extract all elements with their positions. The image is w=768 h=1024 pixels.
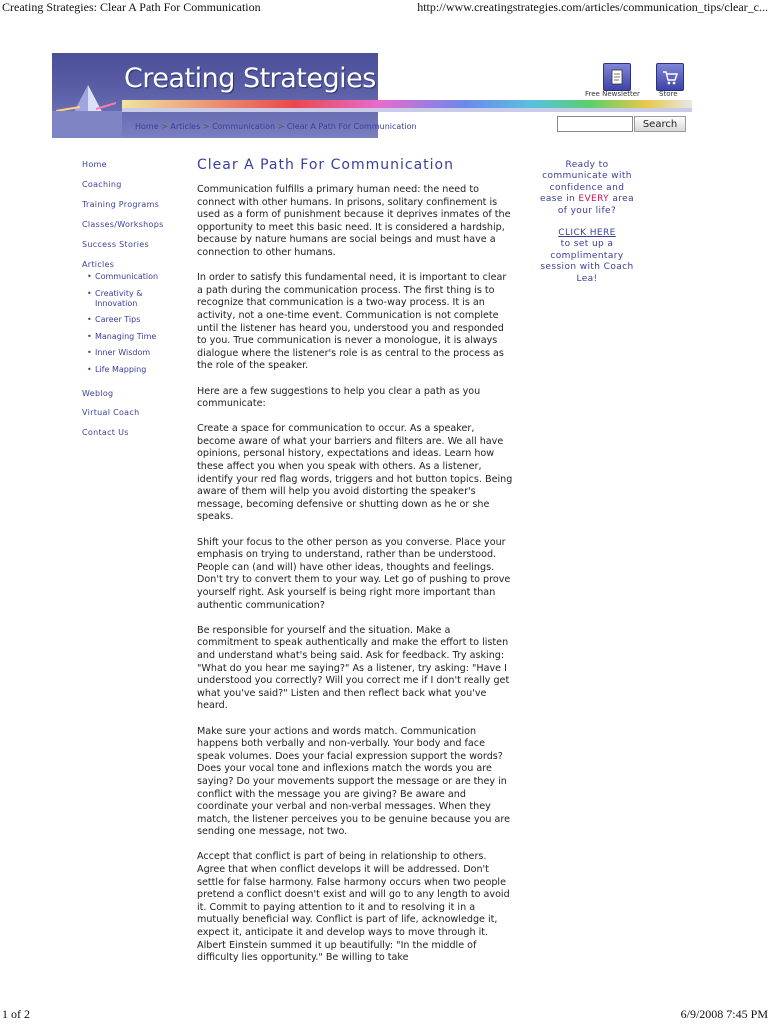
article-paragraph: Make sure your actions and words match. Communication happens both verbally and non-verbally. Your body and face speak volumes. Does your facial expression support the words? Does your vocal tone and inflexions match the words you are saying? Do your movements support the message or are they in conflict with the message you are giving? Be aware and coordinate your verbal and non-verbal messages. When they match, the listener perceives you to be genuine because you are sending one message, not two. — [197, 725, 511, 838]
print-url: http://www.creatingstrategies.com/articles/communication_tips/clear_c... — [417, 0, 768, 14]
newsletter-icon — [608, 68, 626, 86]
shopping-cart-icon — [661, 68, 679, 86]
nav-classes-workshops[interactable]: Classes/Workshops — [82, 220, 164, 229]
coaching-promo — [538, 160, 636, 285]
nav-articles[interactable]: Articles — [82, 260, 115, 269]
site-logo-text: Creating Strategies — [124, 63, 376, 94]
search-button[interactable]: Search — [634, 116, 686, 132]
search-input[interactable] — [557, 116, 633, 132]
banner-divider — [122, 108, 692, 112]
article-paragraph: Create a space for communication to occur. As a speaker, become aware of what your barriers and filters are. We all have opinions, personal history, expectations and ideas. Learn how these affect you when you speak with others. As a listener, identify your red flag words, triggers and hot button topics. Being aware of them will help you avoid distorting the speaker's message, becoming defensive or shutting down as he or she speaks. — [197, 423, 513, 523]
article-paragraph: Accept that conflict is part of being in relationship to others. Agree that when conflict develops it will be addressed. Don't settle for false harmony. False harmony occurs when two people pretend a conflict doesn't exist and will go to any length to avoid it. Commit to paying attention to it and to resolving it in a mutually beneficial way. Conflict is part of life, acknowledge it, expect it, anticipate it and develop ways to move through it. Albert Einstein summed it up beautifully: "In the middle of difficulty lies opportunity." Be willing to take — [197, 851, 510, 964]
print-title: Creating Strategies: Clear A Path For Communication — [2, 0, 261, 14]
nav-home[interactable]: Home — [82, 160, 107, 169]
print-page-number: 1 of 2 — [2, 1007, 30, 1021]
nav-weblog[interactable]: Weblog — [82, 389, 114, 398]
newsletter-label[interactable]: Free Newsletter — [585, 90, 640, 98]
promo-line2: area of your life? — [557, 194, 635, 216]
nav-virtual-coach[interactable]: Virtual Coach — [82, 408, 140, 417]
print-datetime: 6/9/2008 7:45 PM — [680, 1007, 768, 1021]
print-footer — [0, 1008, 768, 1024]
breadcrumb-home[interactable]: Home — [135, 122, 159, 131]
breadcrumb-communication[interactable]: Communication — [212, 122, 276, 131]
article-title: Clear A Path For Communication — [197, 157, 454, 173]
article-paragraph: Here are a few suggestions to help you clear a path as you communicate: — [197, 385, 481, 410]
breadcrumb-current[interactable]: Clear A Path For Communication — [286, 122, 417, 131]
article-paragraph: Be responsible for yourself and the situation. Make a commitment to speak authentically and make the effort to listen and understand what's being said. Ask for feedback. Try asking: "What do you hear me saying?" As a listener, try asking: "Have I understood you correctly? Will you correct me if I don't really get what you've said?" Listen and then reflect back what you've heard. — [197, 624, 510, 712]
article-paragraph: Communication fulfills a primary human need: the need to connect with other humans. In prisons, solitary confinement is used as a form of punishment because it deprives inmates of the opportunity to meet this basic need. It is considered a hardship, because by nature humans are social beings and must have a connection to other humans. — [197, 184, 511, 258]
article-paragraph: Shift your focus to the other person as you converse. Place your emphasis on trying to understand, rather than be understood. People can (and will) have other ideas, thoughts and feelings. Don't try to convert them to your way. Let go of pushing to prove yourself right. Ask yourself is being right more important than authentic communication? — [197, 536, 511, 611]
article-paragraph: In order to satisfy this fundamental need, it is important to clear a path during the communication process. The first thing is to recognize that communication is a two-way process. It is an activity, not a one-time event. Communication is not complete until the listener has heard you, understood you and responded to you. True communication is never a monologue, it is always dialogue where the listener's role is as central to the process as the role of the speaker. — [197, 272, 507, 372]
promo-line1: Ready to communicate with confidence and ease in — [539, 160, 632, 205]
newsletter-button[interactable] — [603, 63, 631, 91]
nav-success-stories[interactable]: Success Stories — [82, 240, 149, 249]
breadcrumb: Home > Articles > Communication > Clear A Path For Communication — [135, 122, 417, 131]
banner-lower-block — [52, 111, 122, 138]
store-button[interactable] — [656, 63, 684, 91]
nav-contact-us[interactable]: Contact Us — [82, 428, 129, 437]
store-label[interactable]: Store — [659, 90, 678, 98]
print-header — [0, 0, 768, 16]
breadcrumb-articles[interactable]: Articles — [170, 122, 201, 131]
promo-every: EVERY — [578, 194, 610, 205]
promo-line3: to set up a complimentary session with Coach Lea! — [540, 239, 634, 284]
nav-training-programs[interactable]: Training Programs — [82, 200, 160, 209]
promo-click-here-link[interactable]: CLICK HERE — [558, 228, 616, 239]
article-body — [197, 184, 513, 977]
nav-coaching[interactable]: Coaching — [82, 180, 122, 189]
rainbow-stripe — [122, 100, 692, 108]
